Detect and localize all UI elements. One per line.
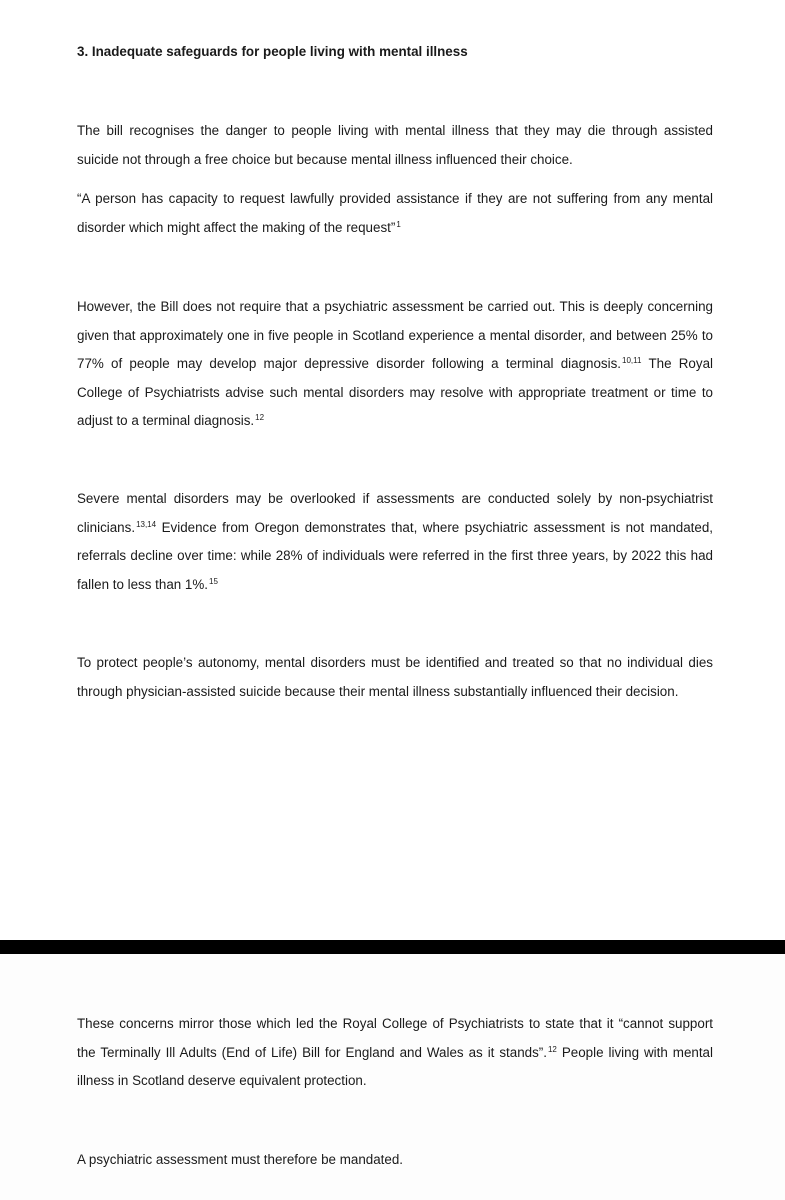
footnote-ref: 12 xyxy=(255,413,265,422)
paragraph-conclusion: A psychiatric assessment must therefore be mandated. xyxy=(77,1152,403,1167)
paragraph-text: These concerns mirror those which led the Royal College of Psychiatrists to state that it “cannot support the Terminally Ill Adults (End of Life) Bill for England and Wales as it stands”. xyxy=(77,1016,713,1060)
footnote-ref: 1 xyxy=(396,219,401,229)
paragraph-protect-autonomy: To protect people’s autonomy, mental disorders must be identified and treated so that no individual dies through physician-assisted suicide because their mental illness substantially influenced their decision. xyxy=(77,655,713,699)
page-divider xyxy=(0,940,785,954)
section-heading: 3. Inadequate safeguards for people living with mental illness xyxy=(77,44,468,59)
footnote-ref: 13,14 xyxy=(136,519,157,529)
paragraph-text: However, the Bill does not require that a psychiatric assessment be carried out. This is deeply concerning given that approximately one in five people in Scotland experience a mental disorder, and between 25% to 77% of people may develop major depressive disorder following a terminal diagnosis. xyxy=(77,299,713,371)
footnote-ref: 10,11 xyxy=(622,356,642,365)
paragraph-text: Evidence from Oregon demonstrates that, where psychiatric assessment is not mandated, referrals decline over time: while 28% of individuals were referred in the first three years, by 2022 this had fallen to less than 1%. xyxy=(77,519,713,592)
footnote-ref: 15 xyxy=(209,576,218,586)
paragraph-text: People living with mental illness in Scotland deserve equivalent protection. xyxy=(77,1044,713,1088)
paragraph-text: Severe mental disorders may be overlooked if assessments are conducted solely by non-psychiatrist clinicians. xyxy=(77,491,713,535)
footnote-ref: 12 xyxy=(547,1044,557,1054)
quote-text: “A person has capacity to request lawfully provided assistance if they are not suffering from any mental disorder which might affect the making of the request” xyxy=(77,191,713,235)
paragraph-psychiatric-assessment xyxy=(77,293,713,436)
paragraph-text: The Royal College of Psychiatrists advise such mental disorders may resolve with appropriate treatment or time to adjust to a terminal diagnosis. xyxy=(77,356,713,428)
paragraph-quote xyxy=(77,185,713,242)
document-page-2 xyxy=(0,954,785,1200)
paragraph-bill-recognises: The bill recognises the danger to people living with mental illness that they may die through assisted suicide not through a free choice but because mental illness influenced their choice. xyxy=(77,123,713,167)
paragraph-severe-disorders xyxy=(77,485,713,599)
paragraph-concerns-mirror xyxy=(77,1010,713,1096)
